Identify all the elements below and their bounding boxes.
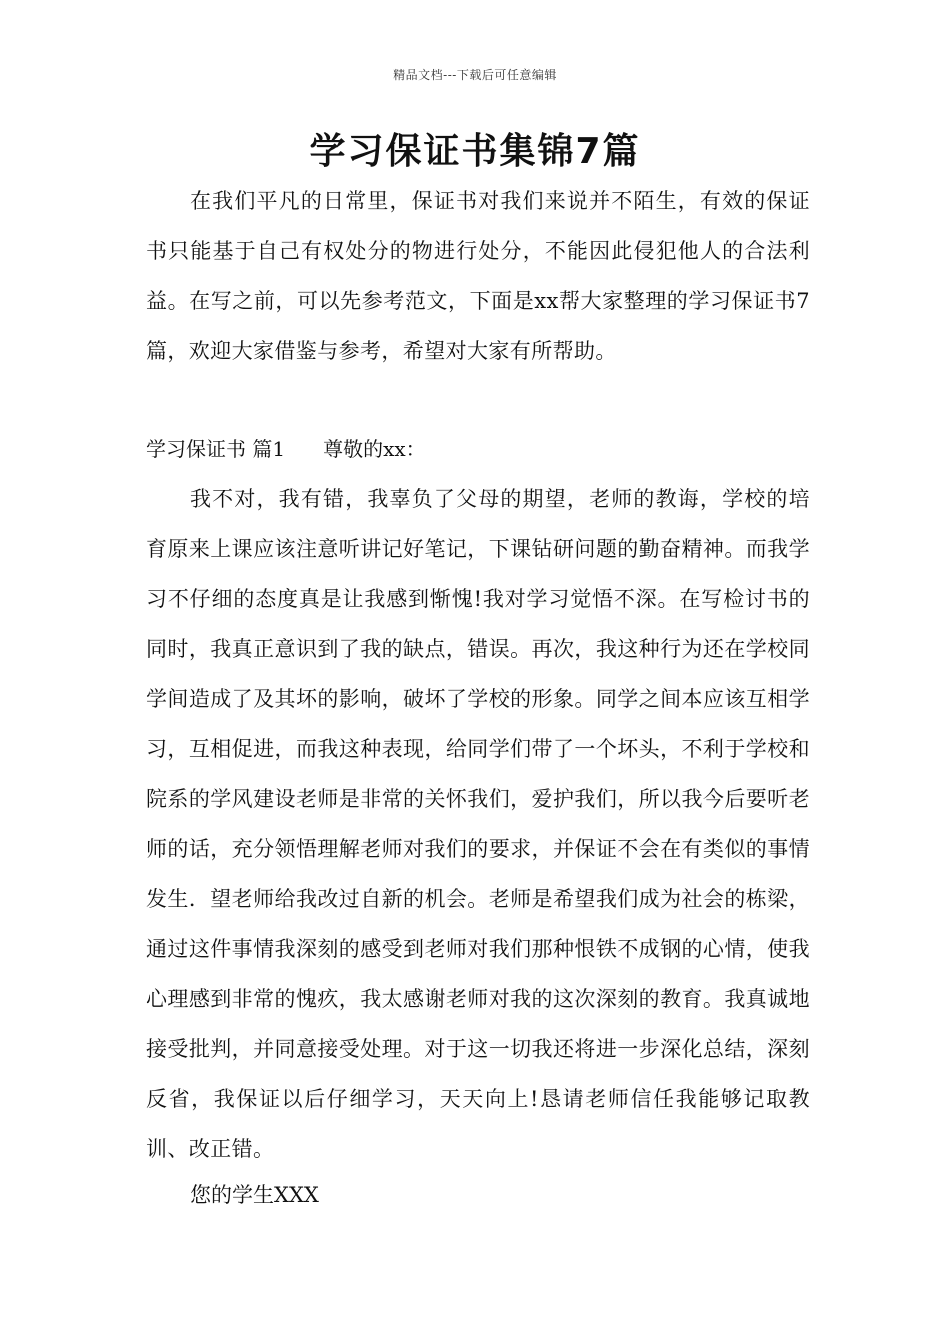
section-heading-line — [146, 424, 810, 474]
salutation: 尊敬的xx： — [323, 437, 426, 461]
signature: 您的学生XXX — [190, 1183, 319, 1207]
section-heading: 学习保证书 篇1 — [146, 437, 286, 461]
document-title: 学习保证书集锦7篇 — [309, 131, 641, 172]
page-header: 精品文档---下载后可任意编辑 — [393, 68, 557, 82]
letter-body-paragraph: 我不对，我有错，我辜负了父母的期望，老师的教诲，学校的培育原来上课应该注意听讲记好笔记，下课钻研问题的勤奋精神。而我学习不仔细的态度真是让我感到惭愧!我对学习觉悟不深。在写检讨书的同时，我真正意识到了我的缺点，错误。再次，我这种行为还在学校同学间造成了及其坏的影响，破坏了学校的形象。同学之间本应该互相学习，互相促进，而我这种表现，给同学们带了一个坏头，不利于学校和院系的学风建设老师是非常的关怀我们，爱护我们，所以我今后要听老师的话，充分领悟理解老师对我们的要求，并保证不会在有类似的事情发生．望老师给我改过自新的机会。老师是希望我们成为社会的栋梁，通过这件事情我深刻的感受到老师对我们那种恨铁不成钢的心情，使我心理感到非常的愧疚，我太感谢老师对我的这次深刻的教育。我真诚地接受批判，并同意接受处理。对于这一切我还将进一步深化总结，深刻反省，我保证以后仔细学习，天天向上!恳请老师信任我能够记取教训、改正错。 — [146, 487, 810, 1161]
intro-paragraph: 在我们平凡的日常里，保证书对我们来说并不陌生，有效的保证书只能基于自己有权处分的物进行处分，不能因此侵犯他人的合法利益。在写之前，可以先参考范文，下面是xx帮大家整理的学习保证书7篇，欢迎大家借鉴与参考，希望对大家有所帮助。 — [146, 189, 810, 363]
